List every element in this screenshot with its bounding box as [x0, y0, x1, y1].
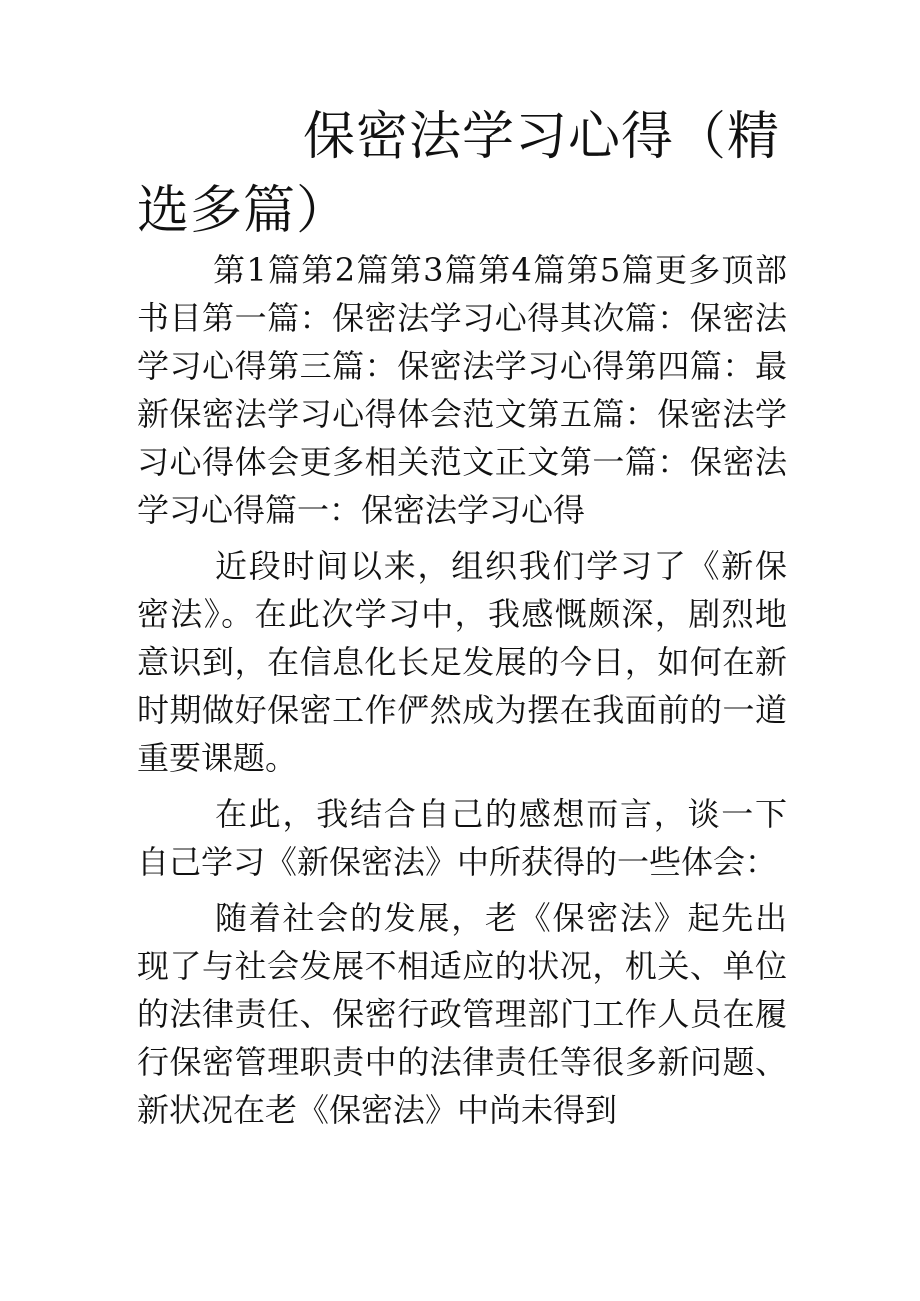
body-paragraph-3: 随着社会的发展，老《保密法》起先出现了与社会发展不相适应的状况，机关、单位的法律责任、保密行政管理部门工作人员在履行保密管理职责中的法律责任等很多新问题、新状况在老《保密法》中尚未得到: [137, 899, 787, 1129]
toc-paragraph: 第1篇第2篇第3篇第4篇第5篇更多顶部书目第一篇：保密法学习心得其次篇：保密法学习心得第三篇：保密法学习心得第四篇：最新保密法学习心得体会范文第五篇：保密法学习心得体会更多相关范文正文第一篇：保密法学习心得篇一：保密法学习心得: [137, 251, 787, 529]
body-paragraph-1: 近段时间以来，组织我们学习了《新保密法》。在此次学习中，我感慨颇深，剧烈地意识到，在信息化长足发展的今日，如何在新时期做好保密工作俨然成为摆在我面前的一道重要课题。: [137, 547, 787, 777]
document-title: 保密法学习心得（精选多篇）: [137, 107, 781, 241]
body-paragraph-2: 在此，我结合自己的感想而言，谈一下自己学习《新保密法》中所获得的一些体会：: [137, 795, 787, 881]
document-body: [137, 246, 787, 1134]
